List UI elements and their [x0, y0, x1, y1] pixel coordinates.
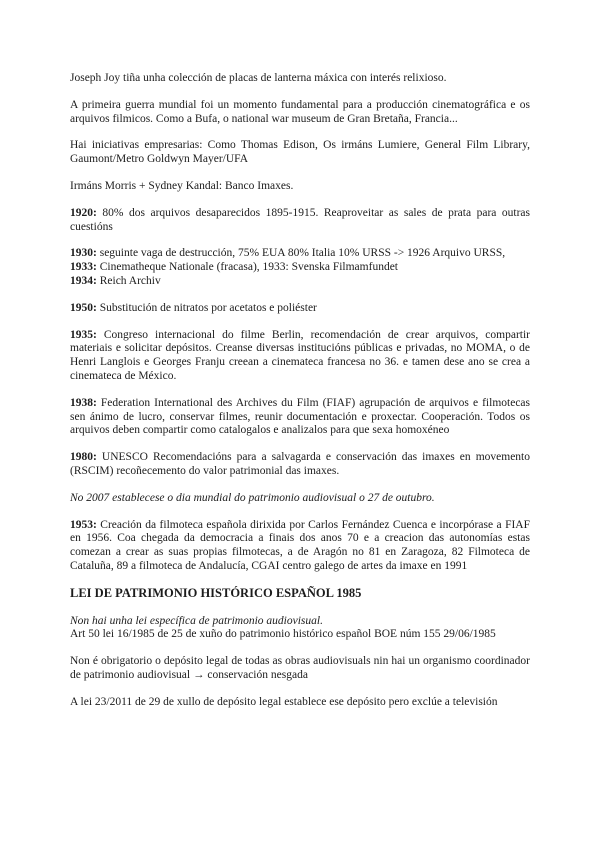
- paragraph-text: seguinte vaga de destrucción, 75% EUA 80% Italia 10% URSS -> 1926 Arquivo URSS,: [99, 247, 506, 260]
- paragraph-year-1933: [70, 261, 530, 275]
- year-label-1950: 1950:: [70, 301, 97, 314]
- paragraph-year-1938: [70, 397, 530, 438]
- year-label-1953: 1953:: [70, 518, 97, 531]
- year-label-1920: 1920:: [70, 206, 97, 219]
- paragraph-text: Substitución de nitratos por acetatos e poliéster: [99, 301, 317, 314]
- year-label-1930: 1930:: [70, 247, 97, 260]
- paragraph-text: Reich Archiv: [99, 274, 161, 287]
- year-label-1935: 1935:: [70, 328, 97, 341]
- paragraph-lei-2011: A lei 23/2011 de 29 de xullo de depósito legal establece ese depósito pero exclúe a televisión: [70, 695, 498, 708]
- paragraph-joseph-joy: Joseph Joy tiña unha colección de placas de lanterna máxica con interés relixioso.: [70, 72, 447, 84]
- paragraph-dia-mundial: No 2007 establecese o dia mundial do patrimonio audiovisual o 27 de outubro.: [70, 491, 435, 504]
- section-heading-lei-patrimonio: LEI DE PATRIMONIO HISTÓRICO ESPAÑOL 1985: [70, 585, 362, 600]
- paragraph-non-obrigatorio: Non é obrigatorio o depósito legal de todas as obras audiovisuals nin hai un organismo coordinador de patrimonio audiovisual → conservación nesgada: [70, 655, 530, 681]
- paragraph-text: Creación da filmoteca española dirixida por Carlos Fernández Cuenca e incorpórase a FIAF en 1956. Coa chegada da democracia a finais dos anos 70 e a creacion das autonomías estas comezan a crear as suas propias filmotecas, a de Aragón no 81 en Zaragoza, 82 Filmoteca de Cataluña, 89 a filmoteca de Andalucía, CGAI centro galego de artes da imaxe en 1991: [70, 518, 530, 572]
- paragraph-text: UNESCO Recomendacións para a salvagarda e conservación das imaxes en movemento (RSCIM) recoñecemento do valor patrimonial das imaxes.: [70, 451, 531, 477]
- paragraph-year-1935: [70, 329, 530, 384]
- paragraph-year-1930: [70, 247, 530, 261]
- paragraph-text: Cinematheque Nationale (fracasa), 1933: Svenska Filmamfundet: [99, 261, 398, 274]
- paragraph-text: 80% dos arquivos desaparecidos 1895-1915. Reaproveitar as sales de prata para outras cuestións: [70, 206, 531, 233]
- year-label-1933: 1933:: [70, 261, 97, 274]
- paragraph-year-1934: [70, 275, 530, 289]
- paragraph-text: Congreso internacional do filme Berlin, recomendación de crear arquivos, compartir materiais e solicitar depósitos. Creanse diversas institucións públicas e privadas, no MOMA, o de Henri Langlois e Georges Franju creean a cinemateca francesa no 36. e tamen dese ano se crea a cinemateca de México.: [70, 328, 531, 382]
- paragraph-irmans-morris: Irmáns Morris + Sydney Kandal: Banco Imaxes.: [70, 179, 294, 192]
- paragraph-text: Federation International des Archives du Film (FIAF) agrupación de arquivos e filmotecas sen ánimo de lucro, conservar filmes, reunir documentación e proxectar. Cooperación. Todos os arquivos deben compartir como catalogalos e analizalos para que sexa homoxéneo: [70, 396, 530, 437]
- paragraph-year-1920: [70, 207, 530, 235]
- paragraph-art-50: Art 50 lei 16/1985 de 25 de xuño do patrimonio histórico español BOE núm 155 29/06/1985: [70, 628, 496, 641]
- paragraph-primeira-guerra: A primeira guerra mundial foi un momento fundamental para a producción cinematográfica e os arquivos filmicos. Como a Bufa, o national war museum de Gran Bretaña, Francia...: [70, 98, 530, 125]
- paragraph-iniciativas: Hai iniciativas empresarias: Como Thomas Edison, Os irmáns Lumiere, General Film Library, Gaumont/Metro Goldwyn Mayer/UFA: [70, 139, 530, 166]
- paragraph-year-1980: [70, 451, 530, 479]
- paragraph-year-1950: [70, 302, 530, 316]
- year-label-1980: 1980:: [70, 451, 97, 464]
- paragraph-non-hai-lei: Non hai unha lei específica de patrimonio audiovisual.: [70, 614, 323, 627]
- year-label-1934: 1934:: [70, 274, 97, 287]
- paragraph-year-1953: [70, 519, 530, 574]
- year-label-1938: 1938:: [70, 396, 97, 409]
